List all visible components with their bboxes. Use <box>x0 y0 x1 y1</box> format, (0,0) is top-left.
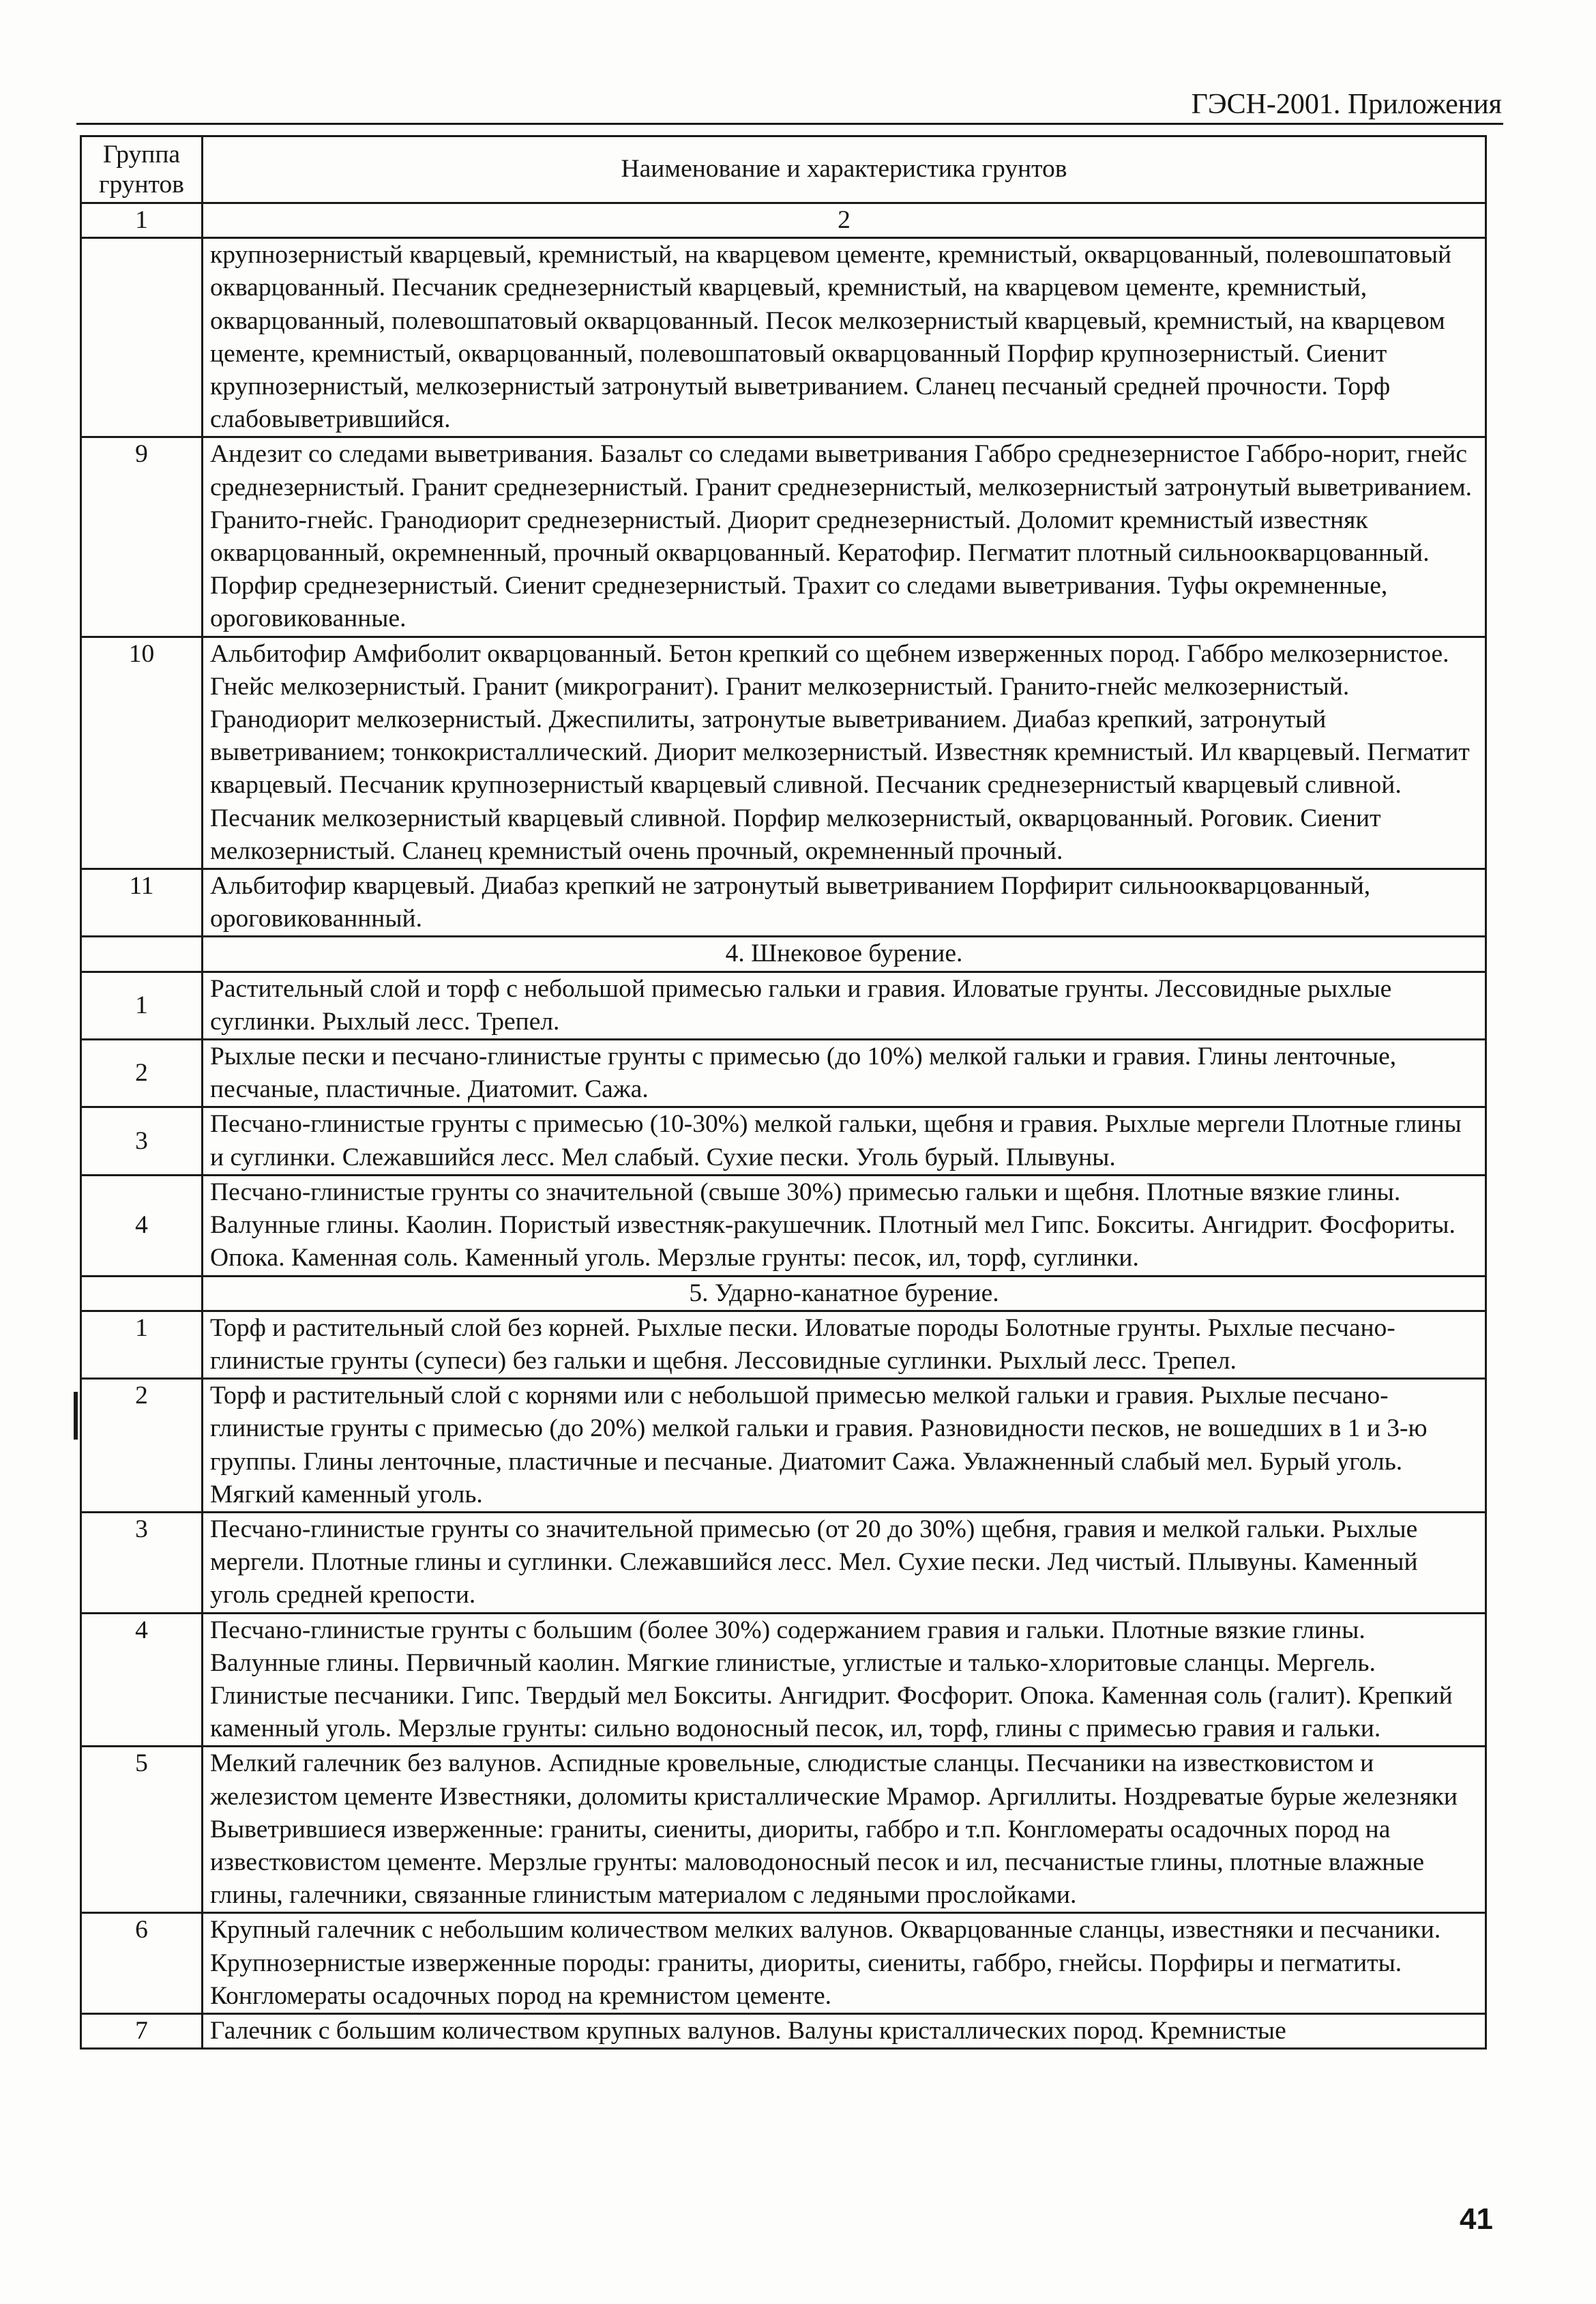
description-cell: Рыхлые пески и песчано-глинистые грунты с примесью (до 10%) мелкой гальки и гравия. Глины ленточные, песчаные, пластичные. Диатомит. Сажа. <box>203 1040 1486 1107</box>
group-cell: 2 <box>81 1040 203 1107</box>
table-row <box>81 1107 1486 1175</box>
description-cell: Растительный слой и торф с небольшой примесью гальки и гравия. Иловатые грунты. Лессовидные рыхлые суглинки. Рыхлый лесс. Трепел. <box>203 972 1486 1039</box>
description-cell: Альбитофир Амфиболит окварцованный. Бетон крепкий со щебнем изверженных пород. Габбро мелкозернистое. Гнейс мелкозернистый. Гранит (микрогранит). Гранит мелкозернистый. Гранито-гнейс мелкозернистый. Гранодиорит мелкозернистый. Джеспилиты, затронутые выветриванием. Диабаз крепкий, затронутый выветриванием; тонкокристаллический. Диорит мелкозернистый. Известняк кремнистый. Ил кварцевый. Пегматит кварцевый. Песчаник крупнозернистый кварцевый сливной. Песчаник среднезернистый кварцевый сливной. Песчаник мелкозернистый кварцевый сливной. Порфир мелкозернистый, окварцованный. Роговик. Сиенит мелкозернистый. Сланец кремнистый очень прочный, окремненный прочный. <box>203 637 1486 869</box>
description-cell: Крупный галечник с небольшим количеством мелких валунов. Окварцованные сланцы, известняки и песчаники. Крупнозернистые изверженные породы: граниты, диориты, сиениты, габбро, гнейсы. Порфиры и пегматиты. Конгломераты осадочных пород на кремнистом цементе. <box>203 1913 1486 2014</box>
table-row <box>81 1512 1486 1613</box>
column-index-1: 1 <box>81 203 203 238</box>
description-cell: Галечник с большим количеством крупных валунов. Валуны кристаллических пород. Кремнистые <box>203 2013 1486 2048</box>
table-row <box>81 1613 1486 1747</box>
page-number: 41 <box>1460 2202 1493 2236</box>
description-cell: Андезит со следами выветривания. Базальт со следами выветривания Габбро среднезернистое Габбро-норит, гнейс среднезернистый. Гранит среднезернистый. Гранит среднезернистый, мелкозернистый затронутый выветриванием. Гранито-гнейс. Гранодиорит среднезернистый. Диорит среднезернистый. Доломит кремнистый известняк окварцованный, окремненный, прочный окварцованный. Кератофир. Пегматит плотный сильноокварцованный. Порфир среднезернистый. Сиенит среднезернистый. Трахит со следами выветривания. Туфы окремненные, ороговикованные. <box>203 437 1486 637</box>
description-cell: Торф и растительный слой без корней. Рыхлые пески. Иловатые породы Болотные грунты. Рыхлые песчано-глинистые грунты (супеси) без гальки и щебня. Лессовидные суглинки. Рыхлый лесс. Трепел. <box>203 1311 1486 1378</box>
group-cell: 4 <box>81 1175 203 1276</box>
table-row <box>81 1747 1486 1913</box>
group-cell: 10 <box>81 637 203 869</box>
group-cell-empty <box>81 1276 203 1311</box>
description-cell: Песчано-глинистые грунты с примесью (10-30%) мелкой гальки, щебня и гравия. Рыхлые мергели Плотные глины и суглинки. Слежавшийся лесс. Мел слабый. Сухие пески. Уголь бурый. Плывуны. <box>203 1107 1486 1175</box>
description-cell: Песчано-глинистые грунты с большим (более 30%) содержанием гравия и гальки. Плотные вязкие глины. Валунные глины. Первичный каолин. Мягкие глинистые, углистые и талько-хлоритовые сланцы. Мергель. Глинистые песчаники. Гипс. Твердый мел Бокситы. Ангидрит. Фосфорит. Опока. Каменная соль (галит). Крепкий каменный уголь. Мерзлые грунты: сильно водоносный песок, ил, торф, глины с примесью гравия и гальки. <box>203 1613 1486 1747</box>
description-cell: Мелкий галечник без валунов. Аспидные кровельные, слюдистые сланцы. Песчаники на известковистом и железистом цементе Известняки, доломиты кристаллические Мрамор. Аргиллиты. Ноздреватые бурые железняки Выветрившиеся изверженные: граниты, сиениты, диориты, габбро и т.п. Конгломераты осадочных пород на известковистом цементе. Мерзлые грунты: маловодоносный песок и ил, песчанистые глины, плотные влажные глины, галечники, связанные глинистым материалом с ледяными прослойками. <box>203 1747 1486 1913</box>
table-row <box>81 2013 1486 2048</box>
section-row-cable <box>81 1276 1486 1311</box>
group-cell: 6 <box>81 1913 203 2014</box>
table-row <box>81 238 1486 437</box>
table-row <box>81 637 1486 869</box>
group-cell: 1 <box>81 972 203 1039</box>
table-row <box>81 1311 1486 1378</box>
header-rule <box>76 123 1503 125</box>
table-row <box>81 1913 1486 2014</box>
section-title-cable: 5. Ударно-канатное бурение. <box>203 1276 1486 1311</box>
description-cell: Торф и растительный слой с корнями или с небольшой примесью мелкой гальки и гравия. Рыхлые песчано-глинистые грунты с примесью (до 20%) мелкой гальки и гравия. Разновидности песков, не вошедших в 1 и 3-ю группы. Глины ленточные, пластичные и песчаные. Диатомит Сажа. Увлажненный слабый мел. Бурый уголь. Мягкий каменный уголь. <box>203 1379 1486 1513</box>
section-title-auger: 4. Шнековое бурение. <box>203 937 1486 972</box>
table-row <box>81 869 1486 937</box>
description-cell: Песчано-глинистые грунты со значительной (свыше 30%) примесью гальки и щебня. Плотные вязкие глины. Валунные глины. Каолин. Пористый известняк-ракушечник. Плотный мел Гипс. Бокситы. Ангидрит. Фосфориты. Опока. Каменная соль. Каменный уголь. Мерзлые грунты: песок, ил, торф, суглинки. <box>203 1175 1486 1276</box>
scan-edge-mark <box>74 1392 78 1440</box>
table-row <box>81 1040 1486 1107</box>
table-row <box>81 1175 1486 1276</box>
group-cell: 2 <box>81 1379 203 1513</box>
section-row-auger <box>81 937 1486 972</box>
column-header-description: Наименование и характеристика грунтов <box>203 136 1486 203</box>
table-header-row <box>81 136 1486 203</box>
group-cell: 1 <box>81 1311 203 1378</box>
column-index-2: 2 <box>203 203 1486 238</box>
description-cell: Альбитофир кварцевый. Диабаз крепкий не затронутый выветриванием Порфирит сильноокварцованный, ороговикованнный. <box>203 869 1486 937</box>
column-header-group: Группа грунтов <box>81 136 203 203</box>
group-cell: 4 <box>81 1613 203 1747</box>
group-cell-empty <box>81 937 203 972</box>
table-row <box>81 972 1486 1039</box>
group-cell: 5 <box>81 1747 203 1913</box>
soil-groups-table <box>80 135 1487 2050</box>
group-cell: 9 <box>81 437 203 637</box>
group-cell: 11 <box>81 869 203 937</box>
table-row <box>81 1379 1486 1513</box>
running-header: ГЭСН-2001. Приложения <box>1191 89 1502 120</box>
column-index-row <box>81 203 1486 238</box>
group-cell: 3 <box>81 1512 203 1613</box>
description-cell: Песчано-глинистые грунты со значительной примесью (от 20 до 30%) щебня, гравия и мелкой гальки. Рыхлые мергели. Плотные глины и суглинки. Слежавшийся лесс. Мел. Сухие пески. Лед чистый. Плывуны. Каменный уголь средней крепости. <box>203 1512 1486 1613</box>
group-cell: 7 <box>81 2013 203 2048</box>
table-row <box>81 437 1486 637</box>
description-cell: крупнозернистый кварцевый, кремнистый, на кварцевом цементе, кремнистый, окварцованный, полевошпатовый окварцованный. Песчаник среднезернистый кварцевый, кремнистый, на кварцевом цементе, кремнистый, окварцованный, полевошпатовый окварцованный. Песок мелкозернистый кварцевый, кремнистый, на кварцевом цементе, кремнистый, окварцованный, полевошпатовый окварцованный Порфир крупнозернистый. Сиенит крупнозернистый, мелкозернистый затронутый выветриванием. Сланец песчаный средней прочности. Торф слабовыветрившийся. <box>203 238 1486 437</box>
group-cell-empty <box>81 238 203 437</box>
group-cell: 3 <box>81 1107 203 1175</box>
